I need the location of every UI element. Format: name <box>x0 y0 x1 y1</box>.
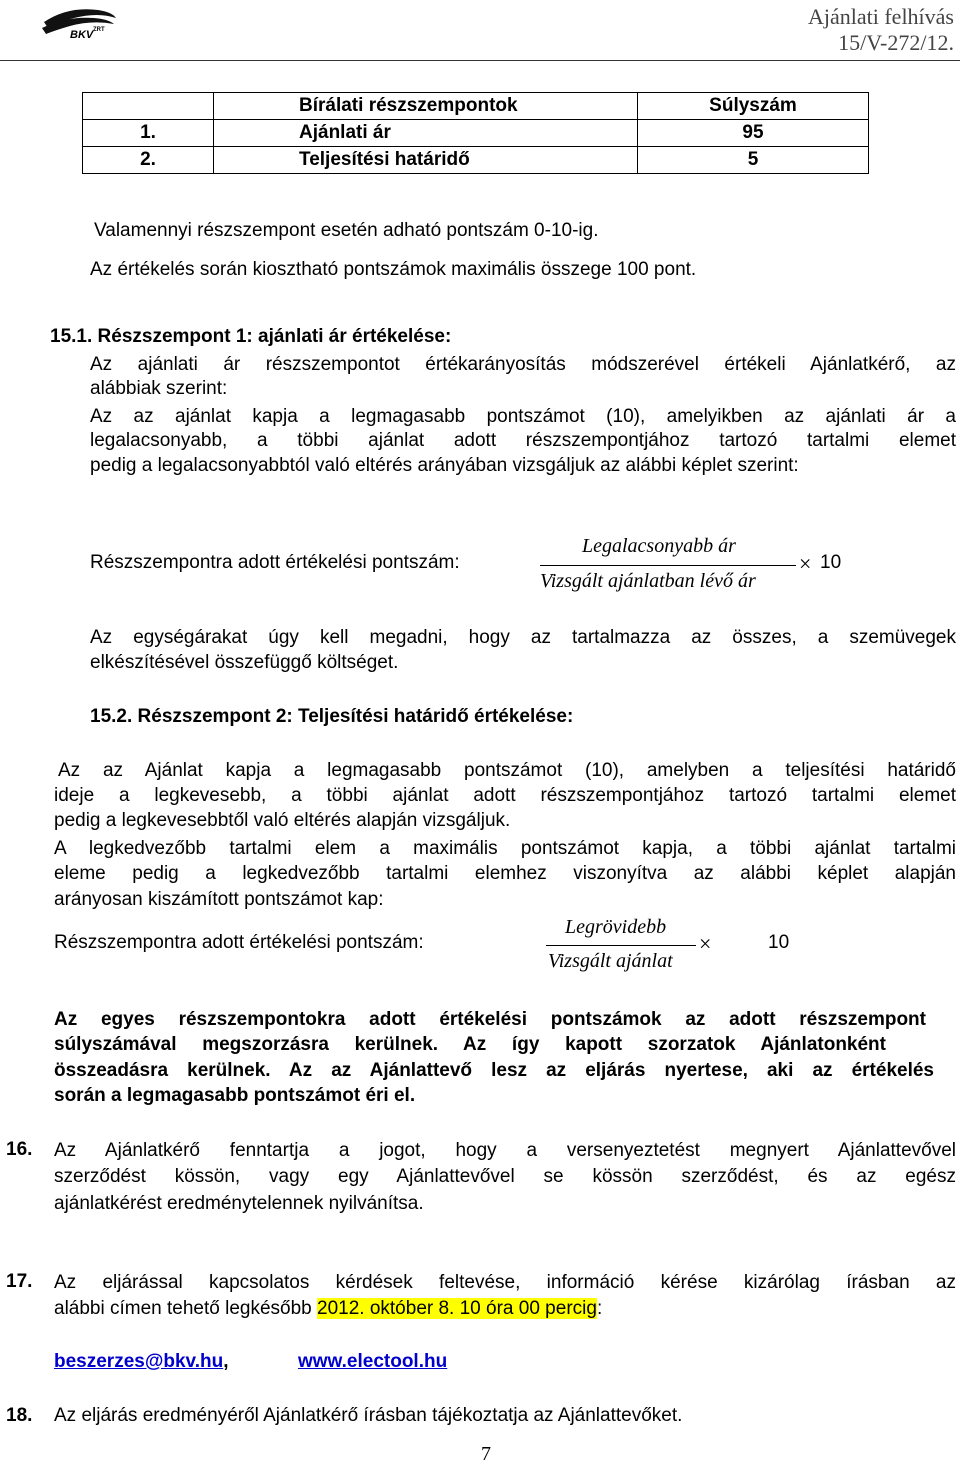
fraction-bar <box>546 945 696 946</box>
header-divider <box>0 60 960 61</box>
bold-paragraph-line: Az egyes részszempontokra adott értékelési pontszámok az adott részszempont <box>54 1009 926 1030</box>
paragraph-line: ajánlatkérést eredménytelennek nyilvánítsa. <box>54 1193 424 1214</box>
bold-paragraph-line: súlyszámával megszorzásra kerülnek. Az így kapott szorzatok Ajánlatonként <box>54 1034 886 1055</box>
paragraph-line: ideje a legkevesebb, a többi ajánlat adott részszempontjához tartozó tartalmi elemet <box>54 785 956 806</box>
paragraph-line: pedig a legalacsonyabbtól való eltérés arányában vizsgáljuk az alábbi képlet szerint: <box>90 455 799 476</box>
paragraph-line: arányosan kiszámított pontszámot kap: <box>54 889 384 910</box>
table-cell-num: 1. <box>83 120 214 147</box>
link-separator: , <box>223 1351 229 1372</box>
section-number: 18. <box>6 1405 33 1426</box>
formula-numerator: Legrövidebb <box>565 916 667 938</box>
formula-factor: 10 <box>768 932 790 953</box>
table-header-num <box>83 93 214 120</box>
paragraph-line: Az ajánlati ár részszempontot értékarányosítás módszerével értékeli Ajánlatkérő, az <box>90 354 956 375</box>
times-sign: × <box>799 551 812 576</box>
bold-paragraph-line: összeadásra kerülnek. Az az Ajánlattevő lesz az eljárás nyertese, aki az értékelés <box>54 1060 934 1081</box>
formula-label: Részszempontra adott értékelési pontszám: <box>54 932 424 953</box>
website-link[interactable]: www.electool.hu <box>298 1351 448 1372</box>
formula-factor: 10 <box>820 552 842 573</box>
document-title: Ajánlati felhívás <box>807 4 954 29</box>
paragraph-line-deadline <box>54 1297 602 1321</box>
table-row <box>83 147 869 174</box>
deadline-prefix: alábbi címen tehető legkésőbb <box>54 1298 318 1319</box>
table-header-weight: Súlyszám <box>638 93 869 120</box>
paragraph-line: elkészítésével összefüggő költséget. <box>90 652 399 673</box>
document-number: 15/V-272/12. <box>838 30 954 55</box>
table-cell-weight: 5 <box>638 147 869 174</box>
email-link[interactable]: beszerzes@bkv.hu <box>54 1351 224 1372</box>
table-cell-criteria: Ajánlati ár <box>214 120 638 147</box>
paragraph-line: Az az Ajánlat kapja a legmagasabb pontszámot (10), amelyben a teljesítési határidő <box>58 760 956 781</box>
table-cell-criteria: Teljesítési határidő <box>214 147 638 174</box>
paragraph-line: A legkedvezőbb tartalmi elem a maximális pontszámot kapja, a többi ajánlat tartalmi <box>54 838 956 859</box>
section-heading: 15.2. Részszempont 2: Teljesítési határidő értékelése: <box>90 706 574 727</box>
page-number: 7 <box>481 1443 491 1465</box>
paragraph-line: pedig a legkevesebbtől való eltérés alapján vizsgáljuk. <box>54 810 511 831</box>
logo-text: BKV <box>70 29 94 41</box>
paragraph-line: szerződést kössön, vagy egy Ajánlattevővel se kössön szerződést, és az egész <box>54 1166 956 1187</box>
intro-line: Valamennyi részszempont esetén adható pontszám 0-10-ig. <box>94 220 599 241</box>
bold-paragraph-line: során a legmagasabb pontszámot éri el. <box>54 1085 416 1106</box>
table-header-row <box>83 93 869 120</box>
table-cell-weight: 95 <box>638 120 869 147</box>
times-sign: × <box>699 931 712 956</box>
section-number: 17. <box>6 1271 33 1292</box>
logo-suffix: ZRT <box>93 27 105 33</box>
deadline-suffix: : <box>596 1298 603 1319</box>
formula-denominator: Vizsgált ajánlat <box>548 950 673 972</box>
contact-links <box>54 1351 228 1373</box>
paragraph-line: Az egységárakat úgy kell megadni, hogy az tartalmazza az összes, a szemüvegek <box>90 627 956 648</box>
table-cell-num: 2. <box>83 147 214 174</box>
section-heading: 15.1. Részszempont 1: ajánlati ár értékelése: <box>50 326 452 347</box>
website-link-wrap <box>298 1351 447 1373</box>
paragraph-line: Az az ajánlat kapja a legmagasabb pontszámot (10), amelyikben az ajánlati ár a <box>90 406 956 427</box>
paragraph-line: legalacsonyabb, a többi ajánlat adott részszempontjához tartozó tartalmi elemet <box>90 430 956 451</box>
formula-label: Részszempontra adott értékelési pontszám: <box>90 552 460 573</box>
paragraph-line: Az eljárás eredményéről Ajánlatkérő írásban tájékoztatja az Ajánlattevőket. <box>54 1405 683 1426</box>
paragraph-line: eleme pedig a legkedvezőbb tartalmi elemhez viszonyítva az alábbi képlet alapján <box>54 863 956 884</box>
bkv-logo <box>38 4 120 44</box>
paragraph-line: alábbiak szerint: <box>90 378 228 399</box>
paragraph-line: Az eljárással kapcsolatos kérdések feltevése, információ kérése kizárólag írásban az <box>54 1272 956 1293</box>
table-row <box>83 120 869 147</box>
paragraph-line: Az Ajánlatkérő fenntartja a jogot, hogy a versenyeztetést megnyert Ajánlattevővel <box>54 1140 956 1161</box>
section-number: 16. <box>6 1139 33 1160</box>
formula-numerator: Legalacsonyabb ár <box>582 535 736 557</box>
deadline-highlight: 2012. október 8. 10 óra 00 percig <box>317 1298 597 1319</box>
fraction-bar <box>540 565 796 566</box>
formula-denominator: Vizsgált ajánlatban lévő ár <box>540 570 756 592</box>
criteria-table <box>82 92 869 174</box>
table-header-criteria: Bírálati részszempontok <box>214 93 638 120</box>
intro-line: Az értékelés során kiosztható pontszámok maximális összege 100 pont. <box>90 259 697 280</box>
